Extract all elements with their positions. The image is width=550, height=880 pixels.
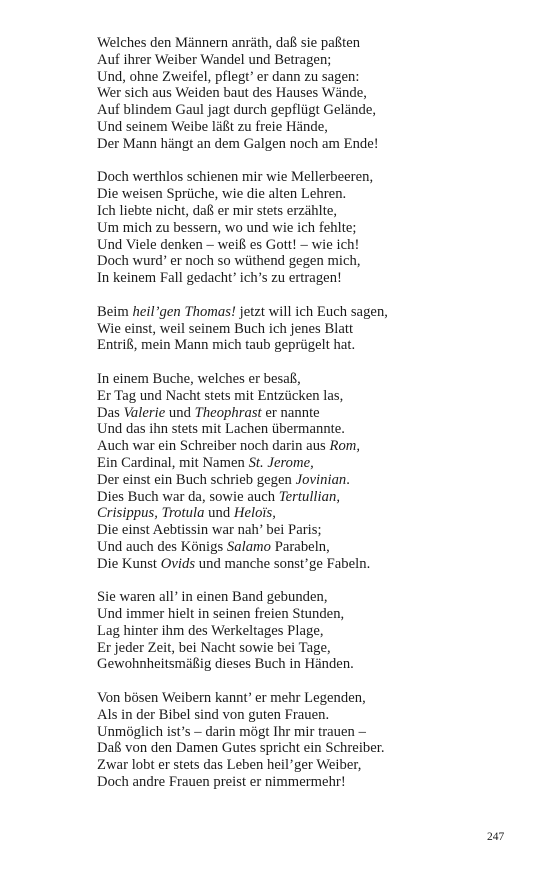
- verse-line: [97, 774, 517, 791]
- poem-text: [97, 35, 517, 808]
- verse-line: [97, 421, 517, 438]
- page-number: 247: [487, 831, 505, 843]
- line-text: Ich liebte nicht, daß er mir stets erzählte,: [97, 202, 338, 219]
- line-text: Beim: [97, 303, 133, 320]
- line-text: Auch war ein Schreiber noch darin aus: [97, 438, 330, 455]
- line-text: Er jeder Zeit, bei Nacht sowie bei Tage,: [97, 639, 331, 656]
- line-text: Auf ihrer Weiber Wandel und Betragen;: [97, 51, 332, 68]
- line-text: Und seinem Weibe läßt zu freie Hände,: [97, 118, 328, 135]
- verse-line: [97, 489, 517, 506]
- italic-name: Crisippus, Trotula: [97, 505, 205, 522]
- line-text: und: [204, 505, 234, 522]
- line-text: und manche sonst’ge Fabeln.: [195, 555, 371, 572]
- verse-line: [97, 186, 517, 203]
- italic-name: Theophrast: [194, 404, 262, 421]
- line-text: Doch andre Frauen preist er nimmermehr!: [97, 774, 346, 791]
- italic-name: Ovids: [160, 555, 196, 572]
- verse-line: [97, 102, 517, 119]
- italic-name: Jovinian: [295, 471, 347, 488]
- verse-line: [97, 52, 517, 69]
- line-text: Und auch des Königs: [97, 538, 227, 555]
- verse-line: [97, 136, 517, 153]
- line-text: Und immer hielt in seinen freien Stunden,: [97, 606, 345, 623]
- line-text: Gewohnheitsmäßig dieses Buch in Händen.: [97, 656, 354, 673]
- verse-line: [97, 505, 517, 522]
- italic-name: Salamo: [226, 538, 271, 555]
- verse-line: [97, 522, 517, 539]
- line-text: Parabeln,: [271, 538, 330, 555]
- line-text: Die einst Aebtissin war nah’ bei Paris;: [97, 522, 322, 539]
- verse-line: [97, 337, 517, 354]
- line-text: jetzt will ich Euch sagen,: [235, 303, 388, 320]
- line-text: In einem Buche, welches er besaß,: [97, 370, 301, 387]
- line-text: Wie einst, weil seinem Buch ich jenes Blatt: [97, 320, 354, 337]
- line-text: und: [165, 404, 195, 421]
- line-text: Daß von den Damen Gutes spricht ein Schreiber.: [97, 740, 385, 757]
- verse-line: [97, 724, 517, 741]
- verse-line: [97, 539, 517, 556]
- line-text: Auf blindem Gaul jagt durch gepflügt Gelände,: [97, 102, 377, 119]
- verse-line: [97, 253, 517, 270]
- line-text: Wer sich aus Weiden baut des Hauses Wände,: [97, 85, 367, 102]
- verse-line: [97, 169, 517, 186]
- line-text: Von bösen Weibern kannt’ er mehr Legenden,: [97, 690, 366, 707]
- verse-line: [97, 438, 517, 455]
- italic-name: St. Jerome,: [248, 454, 314, 471]
- verse-line: [97, 405, 517, 422]
- line-text: Und Viele denken – weiß es Gott! – wie ich!: [97, 236, 360, 253]
- verse-line: [97, 371, 517, 388]
- line-text: er nannte: [261, 404, 320, 421]
- verse-line: [97, 270, 517, 287]
- line-text: Sie waren all’ in einen Band gebunden,: [97, 589, 328, 606]
- verse-line: [97, 35, 517, 52]
- line-text: In keinem Fall gedacht’ ich’s zu ertragen!: [97, 270, 342, 287]
- verse-line: [97, 556, 517, 573]
- stanza: [97, 304, 517, 354]
- line-text: Als in der Bibel sind von guten Frauen.: [97, 706, 330, 723]
- verse-line: [97, 203, 517, 220]
- italic-name: heil’gen Thomas!: [132, 303, 236, 320]
- verse-line: [97, 757, 517, 774]
- line-text: Dies Buch war da, sowie auch: [97, 488, 279, 505]
- line-text: Lag hinter ihm des Werkeltages Plage,: [97, 622, 324, 639]
- line-text: Das: [97, 404, 124, 421]
- verse-line: [97, 690, 517, 707]
- line-text: Unmöglich ist’s – darin mögt Ihr mir trauen –: [97, 723, 366, 740]
- verse-line: [97, 623, 517, 640]
- italic-name: Tertullian,: [278, 488, 341, 505]
- verse-line: [97, 220, 517, 237]
- line-text: Ein Cardinal, mit Namen: [97, 454, 249, 471]
- italic-name: Rom,: [329, 438, 361, 455]
- verse-line: [97, 589, 517, 606]
- stanza: [97, 589, 517, 673]
- line-text: Entriß, mein Mann mich taub geprügelt hat.: [97, 337, 356, 354]
- verse-line: [97, 707, 517, 724]
- verse-line: [97, 321, 517, 338]
- verse-line: [97, 606, 517, 623]
- verse-line: [97, 388, 517, 405]
- line-text: Der Mann hängt an dem Galgen noch am Ende!: [97, 135, 379, 152]
- line-text: Doch werthlos schienen mir wie Mellerbeeren,: [97, 169, 374, 186]
- stanza: [97, 371, 517, 573]
- line-text: Er Tag und Nacht stets mit Entzücken las,: [97, 387, 344, 404]
- verse-line: [97, 656, 517, 673]
- italic-name: Heloïs,: [233, 505, 276, 522]
- line-text: Zwar lobt er stets das Leben heil’ger Weiber,: [97, 757, 362, 774]
- line-text: Und, ohne Zweifel, pflegt’ er dann zu sagen:: [97, 68, 360, 85]
- line-text: Welches den Männern anräth, daß sie paßten: [97, 35, 361, 51]
- verse-line: [97, 69, 517, 86]
- line-text: Und das ihn stets mit Lachen übermannte.: [97, 421, 346, 438]
- line-text: Doch wurd’ er noch so wüthend gegen mich,: [97, 253, 361, 270]
- line-text: Die Kunst: [97, 555, 161, 572]
- verse-line: [97, 640, 517, 657]
- line-text: Der einst ein Buch schrieb gegen: [97, 471, 296, 488]
- verse-line: [97, 119, 517, 136]
- verse-line: [97, 237, 517, 254]
- verse-line: [97, 740, 517, 757]
- stanza: [97, 35, 517, 153]
- line-text: .: [346, 471, 350, 488]
- stanza: [97, 690, 517, 791]
- verse-line: [97, 472, 517, 489]
- line-text: Um mich zu bessern, wo und wie ich fehlte;: [97, 219, 357, 236]
- verse-line: [97, 455, 517, 472]
- italic-name: Valerie: [123, 404, 166, 421]
- stanza: [97, 169, 517, 287]
- line-text: Die weisen Sprüche, wie die alten Lehren.: [97, 186, 347, 203]
- verse-line: [97, 85, 517, 102]
- verse-line: [97, 304, 517, 321]
